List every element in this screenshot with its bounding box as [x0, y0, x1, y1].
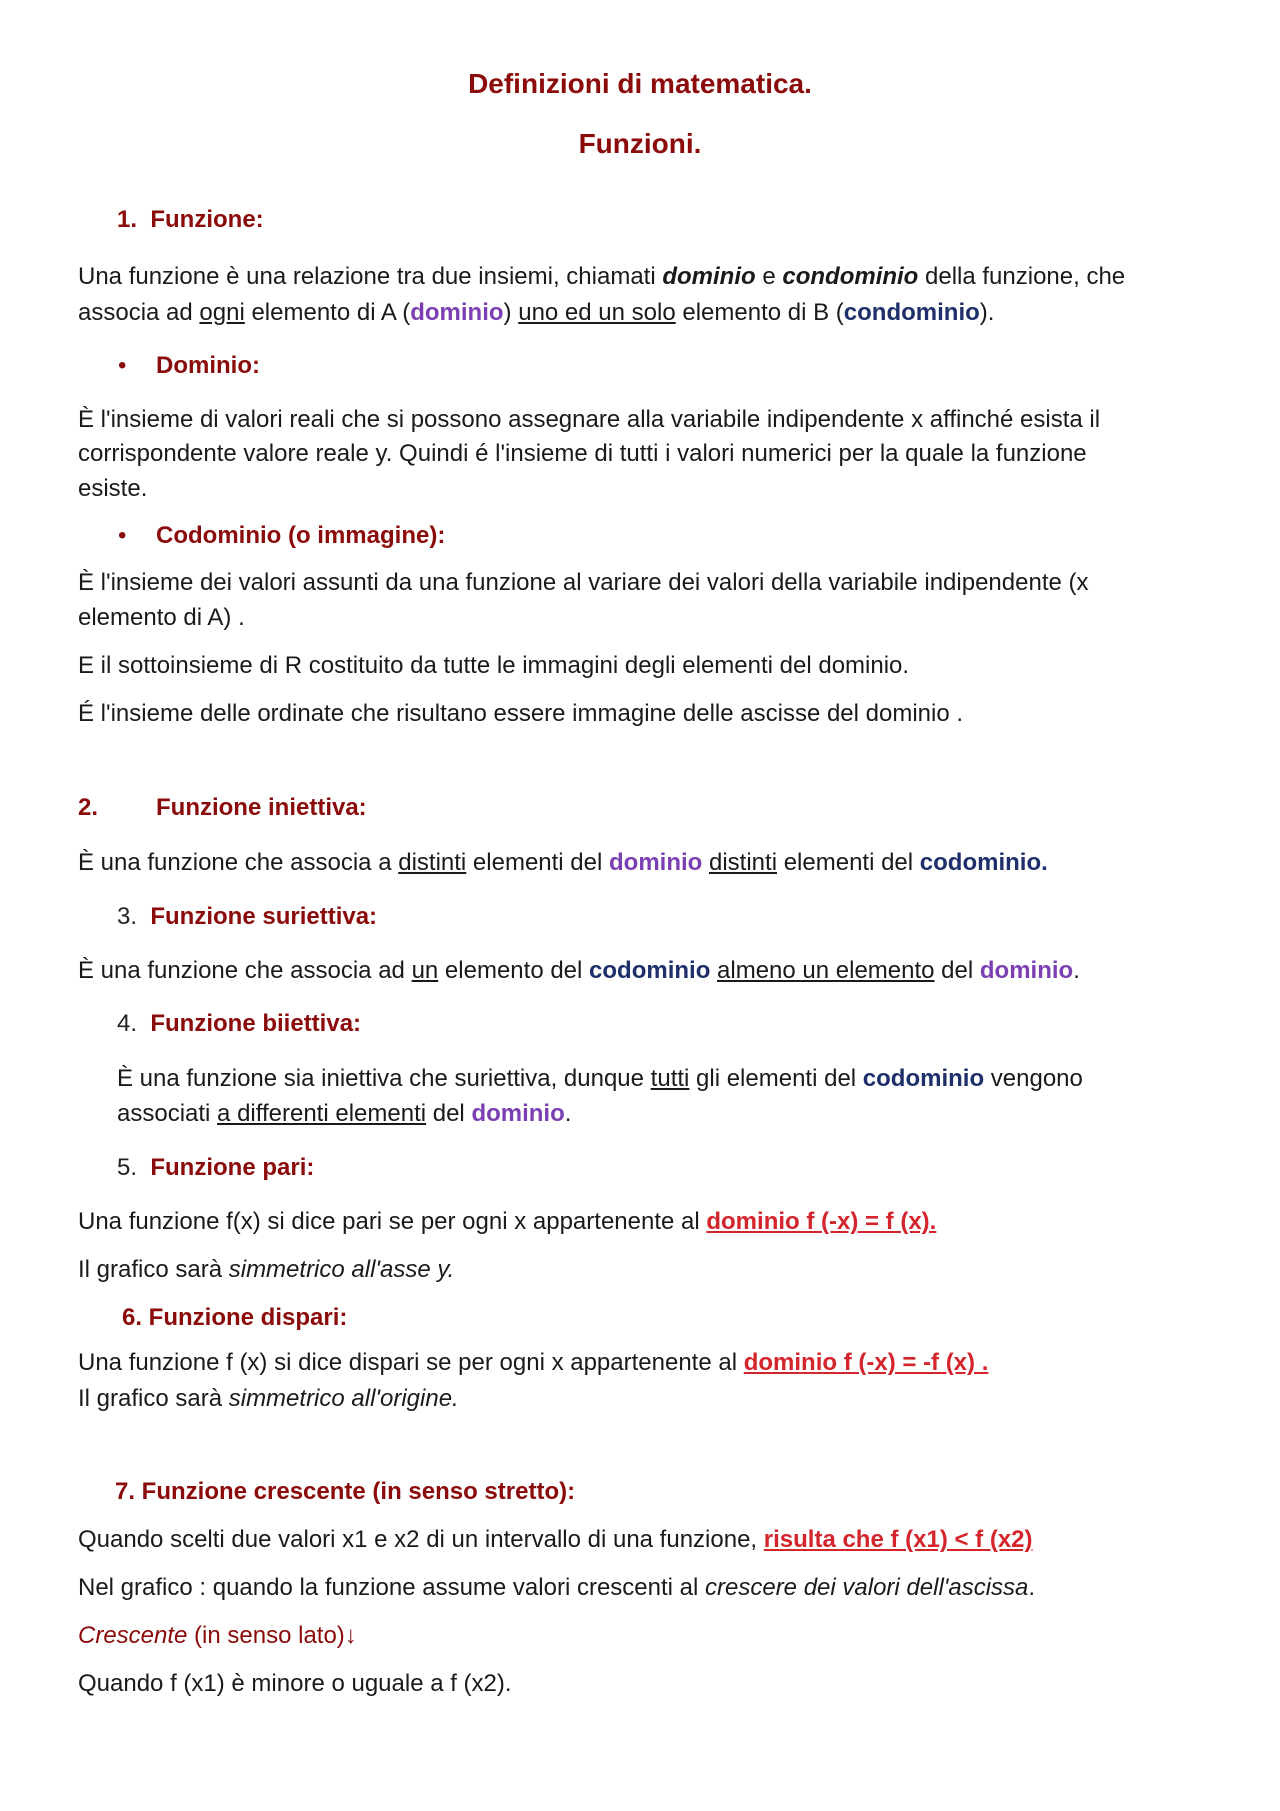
paragraph-line: associati a differenti elementi del dominio. [117, 1100, 572, 1127]
paragraph-line: È una funzione che associa ad un elemento del codominio almeno un elemento del dominio. [78, 957, 1080, 984]
section-2-heading [78, 790, 367, 826]
section-3-heading [117, 899, 377, 935]
section-5-heading [117, 1150, 314, 1186]
paragraph-line: È una funzione che associa a distinti elementi del dominio distinti elementi del codominio. [78, 849, 1048, 876]
section-title: Funzione: [150, 206, 264, 233]
section-title: Funzione iniettiva: [156, 794, 367, 821]
dominio-heading: Dominio: [156, 352, 260, 379]
paragraph-line: É l'insieme delle ordinate che risultano essere immagine delle ascisse del dominio . [78, 700, 964, 727]
paragraph-line: È l'insieme di valori reali che si possono assegnare alla variabile indipendente x affinché esista il [78, 406, 1101, 433]
section-number: 1. [117, 206, 138, 233]
paragraph-line: elemento di A) . [78, 604, 245, 631]
codominio-heading: Codominio (o immagine): [156, 522, 446, 549]
paragraph-line: Il grafico sarà simmetrico all'asse y. [78, 1256, 455, 1283]
paragraph-line: Il grafico sarà simmetrico all'origine. [78, 1385, 459, 1412]
paragraph-line: Una funzione f(x) si dice pari se per ogni x appartenente al dominio f (-x) = f (x). [78, 1208, 937, 1235]
paragraph-line: Crescente (in senso lato)↓ [78, 1622, 357, 1649]
paragraph-line: esiste. [78, 475, 148, 502]
section-4-heading [117, 1006, 361, 1042]
paragraph-line: Quando f (x1) è minore o uguale a f (x2). [78, 1670, 512, 1697]
paragraph-line: Una funzione f (x) si dice dispari se per ogni x appartenente al dominio f (-x) = -f (x) . [78, 1349, 989, 1376]
section-title: Funzione biiettiva: [150, 1010, 362, 1037]
paragraph-line: Una funzione è una relazione tra due insiemi, chiamati dominio e condominio della funzione, che [78, 263, 1126, 290]
paragraph-line: Quando scelti due valori x1 e x2 di un intervallo di una funzione, risulta che f (x1) < f (x2) [78, 1526, 1033, 1553]
section-7-heading: 7. Funzione crescente (in senso stretto): [115, 1478, 576, 1505]
paragraph-line: E il sottoinsieme di R costituito da tutte le immagini degli elementi del dominio. [78, 652, 910, 679]
section-1-heading [117, 202, 264, 238]
bullet-icon: • [118, 352, 127, 379]
page-title: Definizioni di matematica. [468, 68, 812, 99]
paragraph-line: associa ad ogni elemento di A (dominio) uno ed un solo elemento di B (condominio). [78, 299, 995, 326]
section-number: 3. [117, 903, 138, 930]
section-title: Funzione pari: [150, 1154, 315, 1181]
page-subtitle: Funzioni. [578, 128, 702, 159]
section-number: 4. [117, 1010, 138, 1037]
section-number: 2. [78, 794, 99, 821]
paragraph-line: È una funzione sia iniettiva che suriettiva, dunque tutti gli elementi del codominio vengono [117, 1065, 1083, 1092]
paragraph-line: È l'insieme dei valori assunti da una funzione al variare dei valori della variabile indipendente (x [78, 569, 1089, 596]
bullet-icon: • [118, 522, 127, 549]
section-number: 5. [117, 1154, 138, 1181]
section-title: Funzione suriettiva: [150, 903, 378, 930]
paragraph-line: corrispondente valore reale y. Quindi é l'insieme di tutti i valori numerici per la quale la funzione [78, 440, 1087, 467]
paragraph-line: Nel grafico : quando la funzione assume valori crescenti al crescere dei valori dell'ascissa. [78, 1574, 1036, 1601]
section-6-heading: 6. Funzione dispari: [122, 1304, 348, 1331]
